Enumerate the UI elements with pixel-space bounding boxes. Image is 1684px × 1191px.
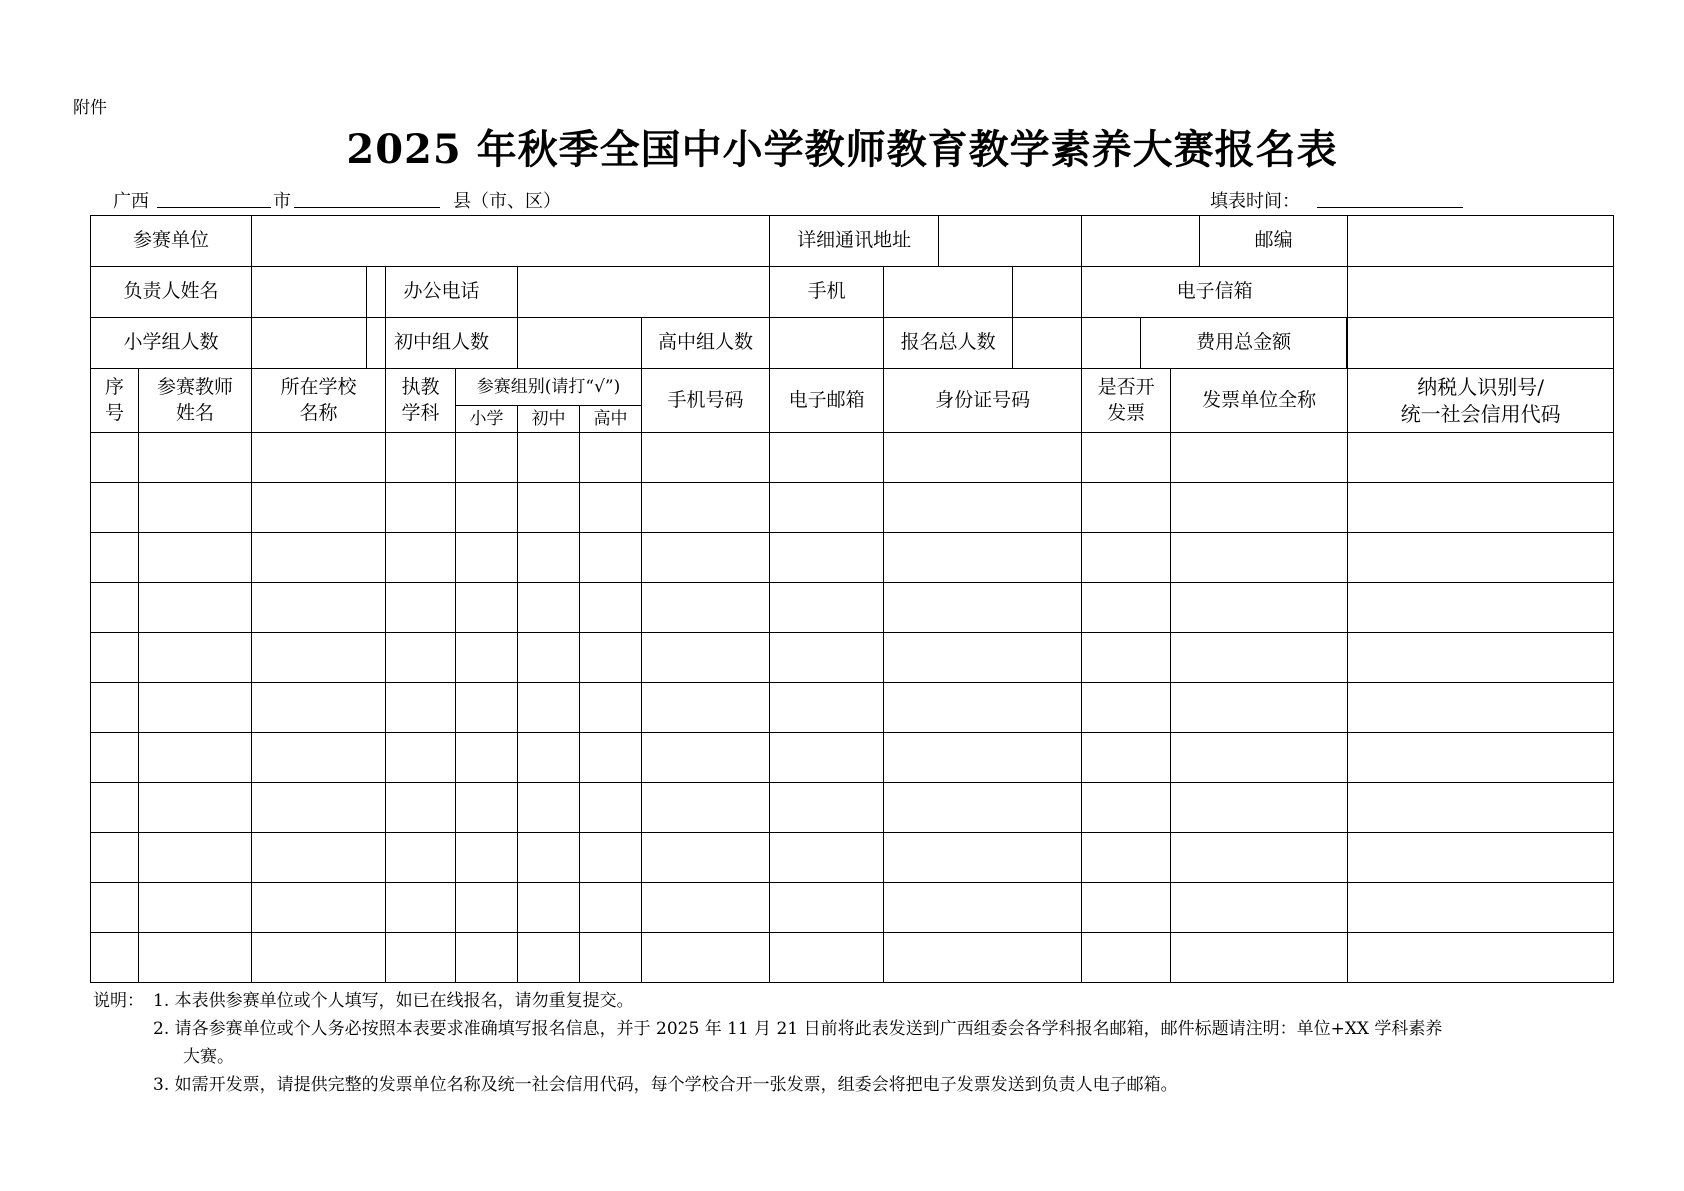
table-cell[interactable] xyxy=(642,533,770,583)
total-count-cell xyxy=(884,318,1082,369)
table-row xyxy=(91,533,1614,583)
table-cell[interactable] xyxy=(518,783,580,833)
table-cell[interactable] xyxy=(139,683,252,733)
total-count-label: 报名总人数 xyxy=(884,318,1013,368)
table-cell[interactable] xyxy=(770,433,884,483)
table-cell[interactable] xyxy=(770,483,884,533)
table-cell[interactable] xyxy=(139,883,252,933)
table-cell[interactable] xyxy=(386,583,456,633)
table-cell[interactable] xyxy=(1348,483,1614,533)
notes xyxy=(93,987,1643,1099)
total-fee-label: 费用总金额 xyxy=(1141,318,1347,368)
info-row-2 xyxy=(91,267,1614,318)
table-cell[interactable] xyxy=(1171,783,1348,833)
table-cell[interactable] xyxy=(1082,633,1171,683)
postcode-field[interactable] xyxy=(1348,216,1614,267)
col-seq xyxy=(91,369,139,433)
table-cell[interactable] xyxy=(252,433,386,483)
table-cell[interactable] xyxy=(1082,683,1171,733)
table-cell[interactable] xyxy=(456,433,518,483)
table-cell[interactable] xyxy=(386,433,456,483)
table-cell[interactable] xyxy=(91,833,139,883)
col-email: 电子邮箱 xyxy=(770,369,884,433)
table-cell[interactable] xyxy=(770,933,884,983)
junior-count-cell xyxy=(386,318,518,369)
table-cell[interactable] xyxy=(252,933,386,983)
table-cell[interactable] xyxy=(642,433,770,483)
table-cell[interactable] xyxy=(139,533,252,583)
table-cell[interactable] xyxy=(456,933,518,983)
table-cell[interactable] xyxy=(456,783,518,833)
table-cell[interactable] xyxy=(1171,633,1348,683)
table-cell[interactable] xyxy=(252,733,386,783)
col-group-senior: 高中 xyxy=(580,406,642,433)
col-teacher-line2: 姓名 xyxy=(176,401,215,424)
note-3-text: 3. 如需开发票，请提供完整的发票单位名称及统一社会信用代码，每个学校合开一张发票，组委会将把电子发票发送到负责人电子邮箱。 xyxy=(153,1075,1178,1095)
leader-field[interactable] xyxy=(252,267,367,317)
col-school-line1: 所在学校 xyxy=(280,375,357,398)
table-cell[interactable] xyxy=(386,833,456,883)
table-cell[interactable] xyxy=(1348,533,1614,583)
table-cell[interactable] xyxy=(1348,583,1614,633)
table-cell[interactable] xyxy=(580,583,642,633)
table-cell[interactable] xyxy=(456,733,518,783)
note-2-continued: 大赛。 xyxy=(183,1047,234,1067)
table-cell[interactable] xyxy=(1171,583,1348,633)
senior-count-label: 高中组人数 xyxy=(642,318,770,369)
table-row xyxy=(91,683,1614,733)
table-cell[interactable] xyxy=(884,933,1082,983)
table-cell[interactable] xyxy=(91,683,139,733)
table-cell[interactable] xyxy=(1082,933,1171,983)
table-cell[interactable] xyxy=(386,783,456,833)
table-cell[interactable] xyxy=(884,683,1082,733)
office-phone-field[interactable] xyxy=(518,267,770,318)
email-field[interactable] xyxy=(1348,267,1614,318)
col-school-line2: 名称 xyxy=(299,401,338,424)
table-cell[interactable] xyxy=(642,683,770,733)
primary-count-field[interactable] xyxy=(252,318,367,368)
address-field-a[interactable] xyxy=(939,216,1081,266)
table-row xyxy=(91,883,1614,933)
total-count-field-b[interactable] xyxy=(1082,318,1140,368)
table-cell[interactable] xyxy=(91,533,139,583)
table-cell[interactable] xyxy=(252,633,386,683)
table-cell[interactable] xyxy=(642,483,770,533)
table-cell[interactable] xyxy=(1348,783,1614,833)
table-cell[interactable] xyxy=(456,683,518,733)
col-seq-line1: 序 xyxy=(104,375,124,398)
table-cell[interactable] xyxy=(580,633,642,683)
table-cell[interactable] xyxy=(770,583,884,633)
table-cell[interactable] xyxy=(770,683,884,733)
mobile-label: 手机 xyxy=(770,267,884,318)
junior-count-field-cell xyxy=(518,318,642,369)
table-cell[interactable] xyxy=(139,933,252,983)
table-cell[interactable] xyxy=(252,683,386,733)
table-cell[interactable] xyxy=(884,633,1082,683)
table-cell[interactable] xyxy=(91,783,139,833)
fill-time-label: 填表时间： xyxy=(1210,191,1300,212)
table-cell[interactable] xyxy=(91,733,139,783)
column-header-row-1 xyxy=(91,369,1614,406)
table-cell[interactable] xyxy=(642,583,770,633)
table-cell[interactable] xyxy=(642,733,770,783)
table-cell[interactable] xyxy=(139,483,252,533)
table-cell[interactable] xyxy=(1082,433,1171,483)
table-cell[interactable] xyxy=(252,583,386,633)
info-row-1 xyxy=(91,216,1614,267)
mobile-field-cell xyxy=(884,267,1082,318)
table-cell[interactable] xyxy=(1348,933,1614,983)
table-cell[interactable] xyxy=(252,883,386,933)
table-cell[interactable] xyxy=(1171,933,1348,983)
table-cell[interactable] xyxy=(580,433,642,483)
registration-table xyxy=(90,215,1614,983)
table-cell[interactable] xyxy=(139,833,252,883)
table-cell[interactable] xyxy=(642,633,770,683)
email-label: 电子信箱 xyxy=(1082,267,1348,318)
table-cell[interactable] xyxy=(1348,833,1614,883)
note-1 xyxy=(93,987,1643,1015)
table-cell[interactable] xyxy=(139,733,252,783)
table-cell[interactable] xyxy=(770,883,884,933)
table-cell[interactable] xyxy=(884,883,1082,933)
senior-count-field[interactable] xyxy=(770,318,884,369)
total-fee-cell xyxy=(1082,318,1348,369)
leader-label: 负责人姓名 xyxy=(91,267,252,318)
table-cell[interactable] xyxy=(884,783,1082,833)
col-teacher-line1: 参赛教师 xyxy=(157,375,234,398)
table-cell[interactable] xyxy=(884,483,1082,533)
col-tax-id xyxy=(1348,369,1614,433)
notes-label: 说明： xyxy=(93,991,144,1011)
table-cell[interactable] xyxy=(1082,583,1171,633)
table-row xyxy=(91,833,1614,883)
primary-count-label: 小学组人数 xyxy=(91,318,252,369)
table-cell[interactable] xyxy=(884,833,1082,883)
col-group-primary: 小学 xyxy=(456,406,518,433)
table-cell[interactable] xyxy=(91,483,139,533)
table-cell[interactable] xyxy=(1171,483,1348,533)
province-label: 广西 xyxy=(113,191,149,212)
office-phone-label: 办公电话 xyxy=(403,280,480,303)
note-3 xyxy=(93,1071,1643,1099)
table-cell[interactable] xyxy=(580,683,642,733)
county-blank[interactable] xyxy=(294,187,440,208)
address-postcode-cell xyxy=(1082,216,1348,267)
table-row xyxy=(91,433,1614,483)
fill-line xyxy=(0,187,1684,213)
table-cell[interactable] xyxy=(580,483,642,533)
table-cell[interactable] xyxy=(518,533,580,583)
table-cell[interactable] xyxy=(386,633,456,683)
table-cell[interactable] xyxy=(1171,833,1348,883)
table-cell[interactable] xyxy=(884,533,1082,583)
col-id-number: 身份证号码 xyxy=(884,369,1082,433)
table-cell[interactable] xyxy=(456,583,518,633)
table-cell[interactable] xyxy=(252,483,386,533)
office-phone-cell xyxy=(386,267,518,318)
unit-field[interactable] xyxy=(252,216,770,267)
col-group: 参赛组别(请打“√”) xyxy=(456,369,642,406)
table-cell[interactable] xyxy=(518,433,580,483)
postcode-label: 邮编 xyxy=(1254,229,1293,252)
table-cell[interactable] xyxy=(518,483,580,533)
table-cell[interactable] xyxy=(1171,433,1348,483)
note-2 xyxy=(93,1015,1643,1071)
col-school xyxy=(252,369,386,433)
table-cell[interactable] xyxy=(518,733,580,783)
table-cell[interactable] xyxy=(518,933,580,983)
table-cell[interactable] xyxy=(770,633,884,683)
table-cell[interactable] xyxy=(1171,533,1348,583)
table-cell[interactable] xyxy=(770,833,884,883)
col-group-junior: 初中 xyxy=(518,406,580,433)
total-fee-field[interactable] xyxy=(1348,318,1614,369)
table-cell[interactable] xyxy=(1348,433,1614,483)
table-cell[interactable] xyxy=(518,683,580,733)
table-cell[interactable] xyxy=(884,583,1082,633)
table-cell[interactable] xyxy=(1082,883,1171,933)
table-row xyxy=(91,483,1614,533)
table-cell[interactable] xyxy=(1348,733,1614,783)
table-row xyxy=(91,583,1614,633)
table-cell[interactable] xyxy=(1348,883,1614,933)
table-cell[interactable] xyxy=(456,833,518,883)
table-cell[interactable] xyxy=(518,633,580,683)
table-cell[interactable] xyxy=(642,883,770,933)
table-cell[interactable] xyxy=(91,933,139,983)
total-count-field[interactable] xyxy=(1013,318,1081,368)
col-invoice-line2: 发票 xyxy=(1107,401,1146,424)
note-1-text: 1. 本表供参赛单位或个人填写，如已在线报名，请勿重复提交。 xyxy=(153,991,634,1011)
primary-count-cell xyxy=(252,318,386,369)
col-phone: 手机号码 xyxy=(642,369,770,433)
table-cell[interactable] xyxy=(1082,833,1171,883)
table-cell[interactable] xyxy=(386,933,456,983)
city-suffix: 市 xyxy=(273,191,291,212)
table-cell[interactable] xyxy=(1082,783,1171,833)
table-cell[interactable] xyxy=(1348,683,1614,733)
table-cell[interactable] xyxy=(642,933,770,983)
junior-count-field[interactable] xyxy=(518,318,641,368)
col-invoice-line1: 是否开 xyxy=(1097,375,1155,398)
table-cell[interactable] xyxy=(139,583,252,633)
address-label: 详细通讯地址 xyxy=(770,216,939,266)
table-row xyxy=(91,733,1614,783)
city-blank[interactable] xyxy=(157,187,271,208)
table-cell[interactable] xyxy=(386,733,456,783)
table-cell[interactable] xyxy=(1171,883,1348,933)
table-cell[interactable] xyxy=(91,433,139,483)
col-tax-id-line1: 纳税人识别号/ xyxy=(1417,374,1544,399)
note-2-text: 2. 请各参赛单位或个人务必按照本表要求准确填写报名信息，并于 2025 年 11 月 21 日前将此表发送到广西组委会各学科报名邮箱，邮件标题请注明：单位+XX 学科素养 xyxy=(153,1019,1443,1039)
table-cell[interactable] xyxy=(884,733,1082,783)
address-field-b[interactable] xyxy=(1082,216,1200,266)
junior-count-label: 初中组人数 xyxy=(394,331,490,354)
table-cell[interactable] xyxy=(580,783,642,833)
table-cell[interactable] xyxy=(580,883,642,933)
unit-label: 参赛单位 xyxy=(91,216,252,267)
col-subject-line1: 执教 xyxy=(401,375,440,398)
table-cell[interactable] xyxy=(386,683,456,733)
table-cell[interactable] xyxy=(91,633,139,683)
table-row xyxy=(91,783,1614,833)
table-cell[interactable] xyxy=(139,633,252,683)
col-invoice xyxy=(1082,369,1171,433)
table-cell[interactable] xyxy=(642,783,770,833)
table-cell[interactable] xyxy=(91,883,139,933)
table-cell[interactable] xyxy=(386,883,456,933)
mobile-field[interactable] xyxy=(884,267,1013,317)
table-cell[interactable] xyxy=(252,833,386,883)
col-invoice-unit: 发票单位全称 xyxy=(1171,369,1348,433)
attachment-label: 附件 xyxy=(73,98,107,118)
leader-field-cell xyxy=(252,267,386,318)
col-subject xyxy=(386,369,456,433)
table-cell[interactable] xyxy=(518,583,580,633)
table-cell[interactable] xyxy=(518,883,580,933)
table-cell[interactable] xyxy=(1171,733,1348,783)
table-cell[interactable] xyxy=(1082,733,1171,783)
info-row-3 xyxy=(91,318,1614,369)
table-cell[interactable] xyxy=(386,483,456,533)
col-teacher xyxy=(139,369,252,433)
table-cell[interactable] xyxy=(770,533,884,583)
table-row xyxy=(91,933,1614,983)
table-cell[interactable] xyxy=(252,533,386,583)
table-cell[interactable] xyxy=(1082,533,1171,583)
table-cell[interactable] xyxy=(456,883,518,933)
table-cell[interactable] xyxy=(456,533,518,583)
table-cell[interactable] xyxy=(770,783,884,833)
table-cell[interactable] xyxy=(580,833,642,883)
table-cell[interactable] xyxy=(770,733,884,783)
table-cell[interactable] xyxy=(580,733,642,783)
table-cell[interactable] xyxy=(139,433,252,483)
table-cell[interactable] xyxy=(642,833,770,883)
col-tax-id-line2: 统一社会信用代码 xyxy=(1400,401,1561,426)
table-cell[interactable] xyxy=(386,533,456,583)
table-cell[interactable] xyxy=(518,833,580,883)
table-cell[interactable] xyxy=(1082,483,1171,533)
fill-time-blank[interactable] xyxy=(1317,187,1463,208)
table-cell[interactable] xyxy=(252,783,386,833)
col-seq-line2: 号 xyxy=(104,401,124,424)
table-row xyxy=(91,633,1614,683)
table-cell[interactable] xyxy=(456,633,518,683)
table-cell[interactable] xyxy=(456,483,518,533)
table-cell[interactable] xyxy=(580,933,642,983)
table-cell[interactable] xyxy=(580,533,642,583)
table-cell[interactable] xyxy=(1348,633,1614,683)
county-suffix: 县（市、区） xyxy=(453,191,561,212)
table-cell[interactable] xyxy=(91,583,139,633)
address-cell xyxy=(770,216,1082,267)
table-cell[interactable] xyxy=(884,433,1082,483)
col-subject-line2: 学科 xyxy=(401,401,440,424)
page-title: 2025 年秋季全国中小学教师教育教学素养大赛报名表 xyxy=(346,126,1338,173)
table-cell[interactable] xyxy=(139,783,252,833)
data-rows xyxy=(91,433,1614,983)
table-cell[interactable] xyxy=(1171,683,1348,733)
